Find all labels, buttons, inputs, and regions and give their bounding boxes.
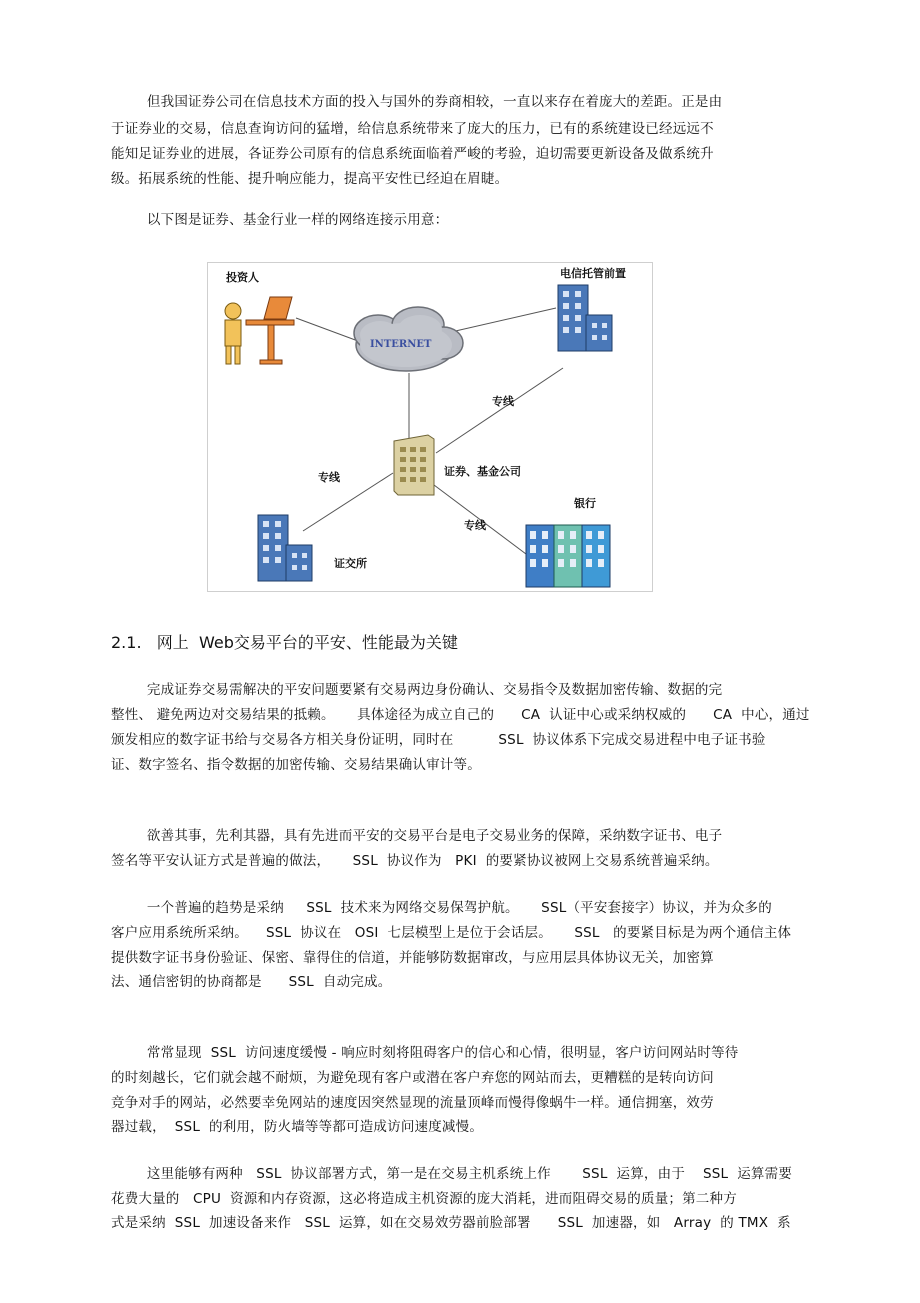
bank-buildings-icon [526, 525, 610, 587]
paragraph-1-line-2: 于证券业的交易，信息查询访问的猛增，给信息系统带来了庞大的压力，已有的系统建设已经远远不 [111, 121, 714, 137]
label-exchange: 证交所 [334, 557, 367, 570]
label-internet: INTERNET [370, 339, 432, 350]
label-line-left: 专线 [318, 471, 340, 484]
paragraph-3-line-2: 整性、 避免两边对交易结果的抵赖。 具体途径为成立自己的 CA 认证中心或采纳权威的 CA 中心，通过 [111, 707, 810, 723]
label-telecom: 电信托管前置 [560, 267, 626, 280]
paragraph-1-line-1: 但我国证券公司在信息技术方面的投入与国外的券商相较，一直以来存在着庞大的差距。正是由 [111, 94, 723, 110]
section-heading: 2.1. 网上 Web交易平台的平安、性能最为关键 [111, 633, 458, 652]
label-investor: 投资人 [226, 271, 259, 284]
network-diagram [207, 262, 653, 592]
telecom-building-icon [558, 285, 612, 351]
paragraph-4-line-2: 签名等平安认证方式是普遍的做法， SSL 协议作为 PKI 的要紧协议被网上交易系统普遍采纳。 [111, 853, 719, 869]
paragraph-2: 以下图是证券、基金行业一样的网络连接示用意： [111, 212, 449, 228]
paragraph-1-line-4: 级。拓展系统的性能、提升响应能力，提高平安性已经迫在眉睫。 [111, 171, 509, 187]
paragraph-5-line-2: 客户应用系统所采纳。 SSL 协议在 OSI 七层模型上是位于会话层。 SSL 的要紧目标是为两个通信主体 [111, 925, 792, 941]
line-company-telecom [436, 368, 563, 453]
paragraph-6-line-4: 器过载， SSL 的利用，防火墙等等都可造成访问速度减慢。 [111, 1119, 484, 1135]
label-company: 证券、基金公司 [444, 465, 521, 478]
company-building-icon [394, 435, 434, 495]
label-line-bottom: 专线 [464, 519, 486, 532]
paragraph-7-line-2: 花费大量的 CPU 资源和内存资源，这必将造成主机资源的庞大消耗，进而阻碍交易的质量；第二种方 [111, 1191, 737, 1207]
paragraph-3-line-1: 完成证券交易需解决的平安问题要紧有交易两边身份确认、交易指令及数据加密传输、数据的完 [111, 682, 723, 698]
paragraph-6-line-3: 竞争对手的网站，必然要幸免网站的速度因突然显现的流量顶峰而慢得像蜗牛一样。通信拥塞，效劳 [111, 1095, 714, 1111]
paragraph-5-line-4: 法、通信密钥的协商都是 SSL 自动完成。 [111, 974, 392, 990]
investor-icon [225, 297, 294, 364]
paragraph-4-line-1: 欲善其事，先利其器，具有先进而平安的交易平台是电子交易业务的保障，采纳数字证书、电子 [111, 828, 723, 844]
label-bank: 银行 [574, 497, 596, 510]
paragraph-1-line-3: 能知足证券业的进展，各证券公司原有的信息系统面临着严峻的考验，迫切需要更新设备及做系统升 [111, 146, 714, 162]
paragraph-7-line-1: 这里能够有两种 SSL 协议部署方式，第一是在交易主机系统上作 SSL 运算，由于 SSL 运算需要 [111, 1166, 793, 1182]
network-diagram-svg [208, 263, 654, 593]
paragraph-7-line-3: 式是采纳 SSL 加速设备来作 SSL 运算，如在交易效劳器前脸部署 SSL 加速器，如 Array 的 TMX 系 [111, 1215, 791, 1231]
paragraph-3-line-4: 证、数字签名、指令数据的加密传输、交易结果确认审计等。 [111, 757, 481, 773]
exchange-building-icon [258, 515, 312, 581]
label-line-top: 专线 [492, 395, 514, 408]
paragraph-5-line-1: 一个普遍的趋势是采纳 SSL 技术来为网络交易保驾护航。 SSL（平安套接字）协议，并为众多的 [111, 900, 772, 916]
paragraph-6-line-2: 的时刻越长，它们就会越不耐烦，为避免现有客户或潜在客户弃您的网站而去，更糟糕的是转向访问 [111, 1070, 714, 1086]
paragraph-5-line-3: 提供数字证书身份验证、保密、靠得住的信道，并能够防数据窜改，与应用层具体协议无关，加密算 [111, 950, 714, 966]
line-investor-internet [296, 318, 358, 341]
line-company-exchange [303, 473, 393, 531]
paragraph-6-line-1: 常常显现 SSL 访问速度缓慢 - 响应时刻将阻碍客户的信心和心情，很明显，客户访问网站时等待 [111, 1045, 739, 1061]
paragraph-3-line-3: 颁发相应的数字证书给与交易各方相关身份证明，同时在 SSL 协议体系下完成交易进程中电子证书验 [111, 732, 766, 748]
